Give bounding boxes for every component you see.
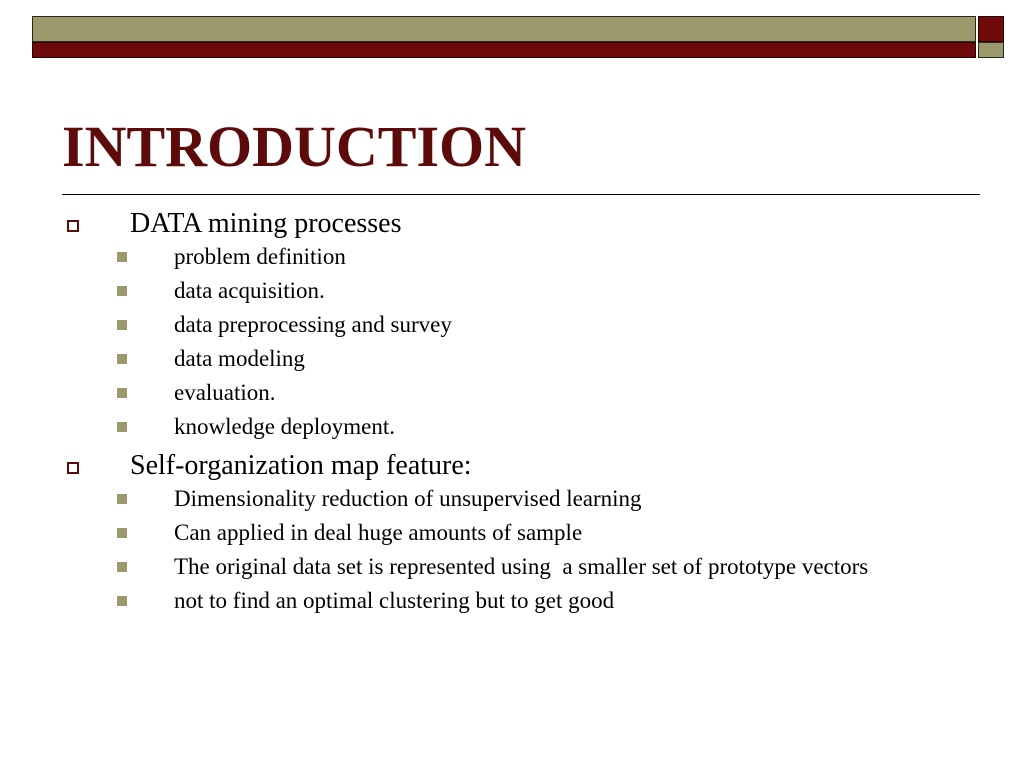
corner-olive-square xyxy=(978,42,1004,58)
section-heading-text: Self-organization map feature: xyxy=(130,450,472,481)
list-item-text: problem definition xyxy=(174,244,346,269)
list-item-text: data modeling xyxy=(174,346,305,371)
list-item-text: not to find an optimal clustering but to get good xyxy=(174,588,615,613)
square-bullet-icon xyxy=(117,388,127,398)
square-bullet-icon xyxy=(117,252,127,262)
list-item-text: knowledge deployment. xyxy=(174,414,396,439)
hollow-square-icon xyxy=(67,220,79,232)
list-item xyxy=(62,312,962,338)
list-item xyxy=(62,486,962,512)
square-bullet-icon xyxy=(117,562,127,572)
section-heading xyxy=(62,448,962,484)
hollow-square-icon xyxy=(67,462,79,474)
list-item xyxy=(62,346,962,372)
list-item-text: Dimensionality reduction of unsupervised learning xyxy=(174,486,642,511)
slide-title: INTRODUCTION xyxy=(62,114,527,179)
square-bullet-icon xyxy=(117,354,127,364)
list-item xyxy=(62,278,962,304)
list-item xyxy=(62,588,962,614)
square-bullet-icon xyxy=(117,596,127,606)
slide-body xyxy=(62,206,962,622)
square-bullet-icon xyxy=(117,286,127,296)
square-bullet-icon xyxy=(117,494,127,504)
list-item xyxy=(62,414,962,440)
section-heading-text: DATA mining processes xyxy=(130,208,402,239)
title-divider xyxy=(62,194,980,195)
list-item xyxy=(62,380,962,406)
list-item-text: The original data set is represented using a smaller set of prototype vectors xyxy=(174,554,869,579)
list-item-text: data preprocessing and survey xyxy=(174,312,452,337)
list-item-text: data acquisition. xyxy=(174,278,325,303)
square-bullet-icon xyxy=(117,320,127,330)
list-item xyxy=(62,244,962,270)
list-item xyxy=(62,554,962,580)
list-item-text: evaluation. xyxy=(174,380,276,405)
corner-maroon-square xyxy=(978,16,1004,42)
section-heading xyxy=(62,206,962,242)
top-olive-bar xyxy=(32,16,976,42)
square-bullet-icon xyxy=(117,528,127,538)
square-bullet-icon xyxy=(117,422,127,432)
top-maroon-bar xyxy=(32,42,976,58)
list-item xyxy=(62,520,962,546)
list-item-text: Can applied in deal huge amounts of sample xyxy=(174,520,583,545)
